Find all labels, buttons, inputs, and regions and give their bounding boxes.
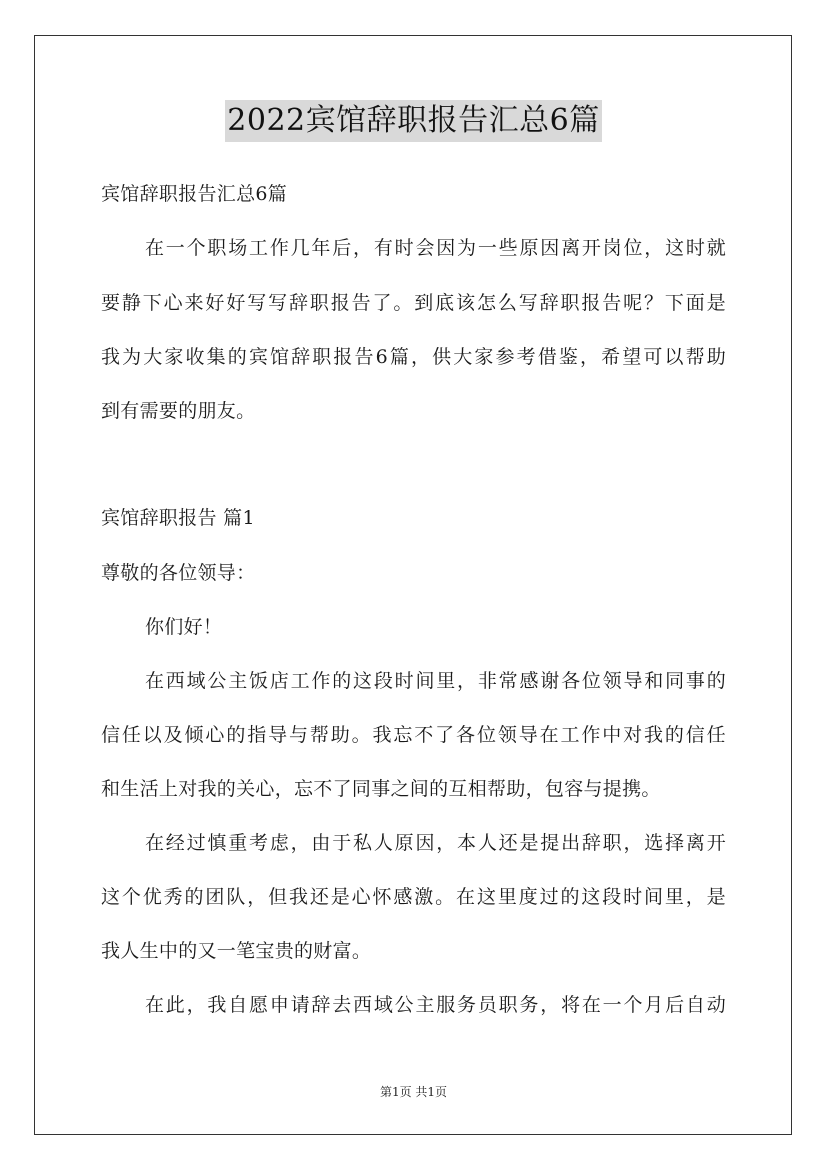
intro-line-4: 到有需要的朋友。 [101, 400, 256, 422]
page-number: 第1页 共1页 [379, 1085, 448, 1099]
paragraph1-line-1: 在西域公主饭店工作的这段时间里，非常感谢各位领导和同事的 [145, 670, 726, 692]
paragraph2-line-2: 这个优秀的团队，但我还是心怀感激。在这里度过的这段时间里，是 [101, 886, 726, 908]
paragraph3-line-1: 在此，我自愿申请辞去西域公主服务员职务，将在一个月后自动 [145, 994, 726, 1016]
paragraph1-line-3: 和生活上对我的关心，忘不了同事之间的互相帮助，包容与提携。 [101, 778, 661, 800]
intro-line-1: 在一个职场工作几年后，有时会因为一些原因离开岗位，这时就 [145, 237, 726, 259]
paragraph2-line-1: 在经过慎重考虑，由于私人原因，本人还是提出辞职，选择离开 [145, 832, 726, 854]
greeting: 你们好！ [145, 616, 223, 638]
intro-line-3: 我为大家收集的宾馆辞职报告6篇，供大家参考借鉴，希望可以帮助 [101, 346, 726, 368]
paragraph2-line-3: 我人生中的又一笔宝贵的财富。 [101, 940, 372, 962]
salutation: 尊敬的各位领导： [101, 562, 256, 584]
document-subtitle: 宾馆辞职报告汇总6篇 [101, 183, 288, 205]
title-container [0, 100, 827, 142]
document-title: 2022宾馆辞职报告汇总6篇 [225, 100, 601, 142]
intro-line-2: 要静下心来好好写写辞职报告了。到底该怎么写辞职报告呢？下面是 [101, 292, 726, 314]
paragraph1-line-2: 信任以及倾心的指导与帮助。我忘不了各位领导在工作中对我的信任 [101, 724, 726, 746]
section-heading: 宾馆辞职报告 篇1 [101, 507, 255, 529]
